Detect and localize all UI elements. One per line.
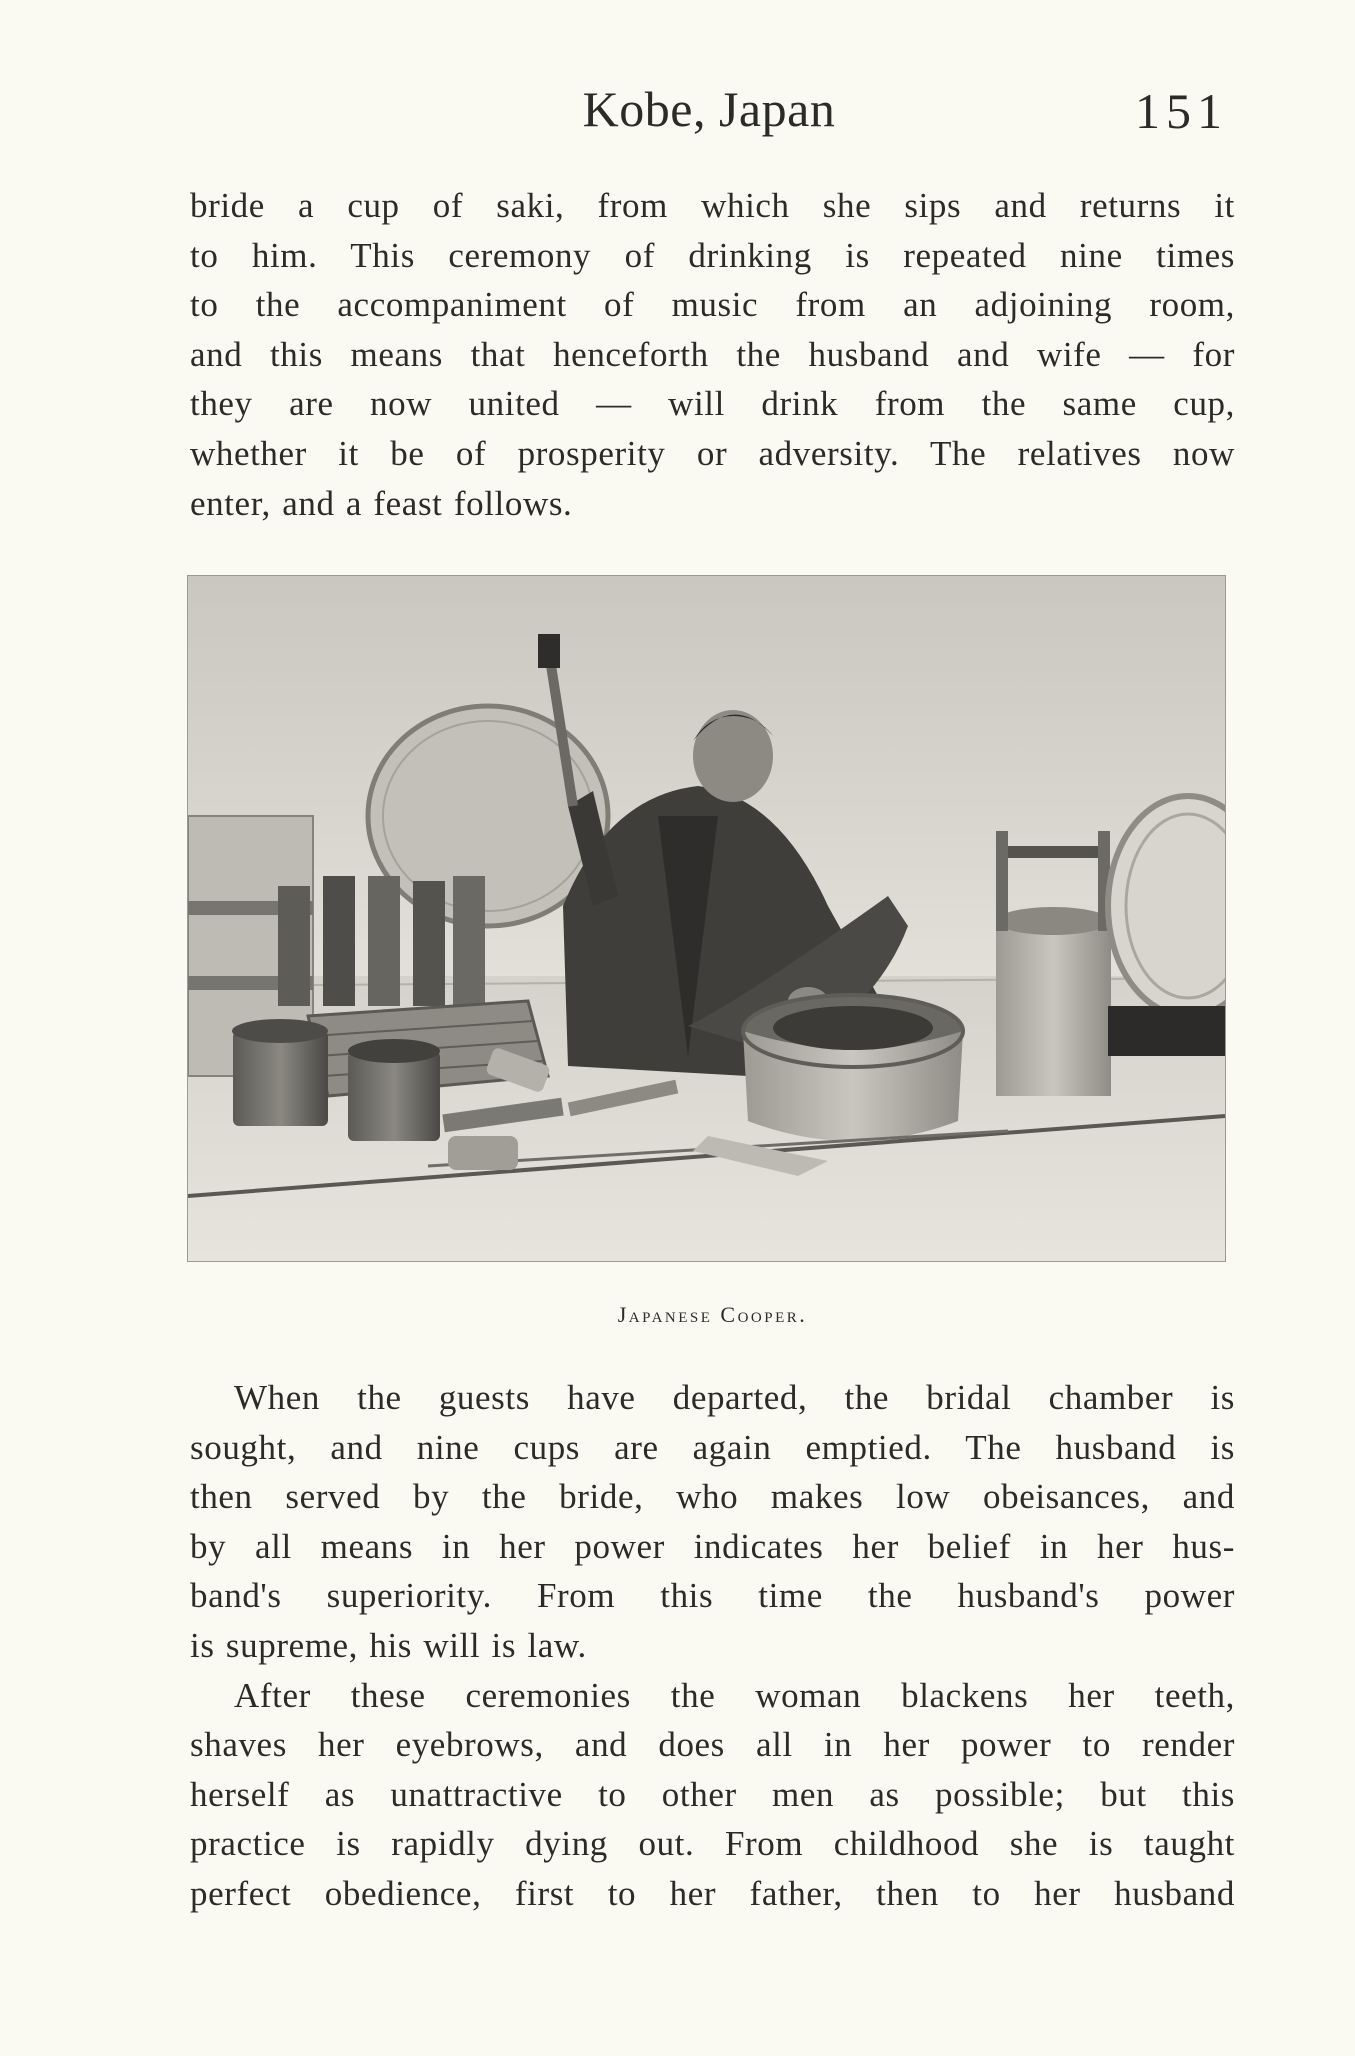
- figure-caption: Japanese Cooper.: [617, 1302, 808, 1327]
- text-line: enter, and a feast follows.: [190, 483, 573, 523]
- running-title: Kobe, Japan: [582, 81, 836, 137]
- text-line: to him. This ceremony of drinking is repeated nine times: [190, 235, 1235, 275]
- text-line: practice is rapidly dying out. From childhood she is taught: [190, 1824, 1235, 1864]
- text-line: When the guests have departed, the bridal chamber is: [234, 1378, 1235, 1417]
- text-line: bride a cup of saki, from which she sips and returns it: [190, 186, 1235, 225]
- text-line: perfect obedience, first to her father, then to her husband: [190, 1873, 1235, 1913]
- text-line: herself as unattractive to other men as possible; but this: [190, 1774, 1235, 1814]
- text-line: then served by the bride, who makes low obeisances, and: [190, 1477, 1235, 1517]
- page-header: [190, 80, 1228, 140]
- cooper-photograph-illustration: [188, 576, 1225, 1261]
- page-number: 151: [1135, 83, 1228, 139]
- paragraph-after-figure: [190, 1373, 1235, 1919]
- paragraph-before-figure: [190, 181, 1235, 528]
- text-line: After these ceremonies the woman blackens her teeth,: [234, 1675, 1235, 1715]
- text-line: they are now united — will drink from the same cup,: [190, 384, 1235, 424]
- text-line: to the accompaniment of music from an adjoining room,: [190, 285, 1235, 325]
- figure-photograph: [187, 575, 1226, 1262]
- text-line: by all means in her power indicates her belief in her hus-: [190, 1526, 1235, 1566]
- text-line: sought, and nine cups are again emptied. The husband is: [190, 1427, 1235, 1467]
- text-line: is supreme, his will is law.: [190, 1625, 587, 1665]
- text-line: band's superiority. From this time the husband's power: [190, 1576, 1235, 1616]
- text-line: shaves her eyebrows, and does all in her power to render: [190, 1725, 1235, 1765]
- text-line: and this means that henceforth the husband and wife — for: [190, 334, 1235, 374]
- text-line: whether it be of prosperity or adversity. The relatives now: [190, 433, 1235, 473]
